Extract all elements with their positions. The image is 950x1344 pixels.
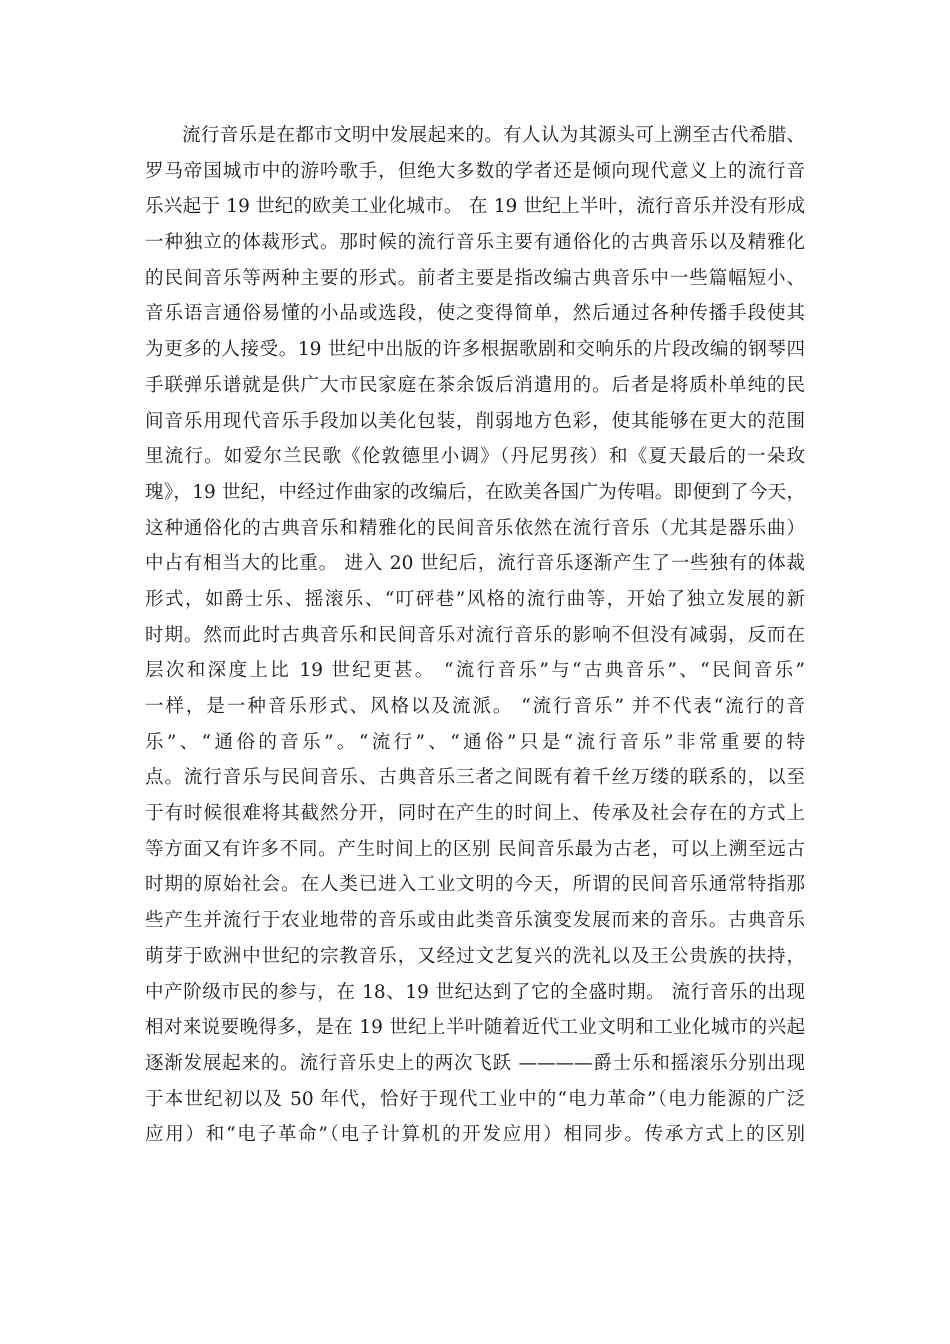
text-line-23: 些产生并流行于农业地带的音乐或由此类音乐演变发展而来的音乐。古典音乐 [145,910,805,932]
text-line-21: 等方面又有许多不同。产生时间上的区别 民间音乐最为古老，可以上溯至远古 [145,838,805,860]
text-line-29: 应用）和“电子革命”（电子计算机的开发应用）相同步。传承方式上的区别 [145,1124,805,1146]
text-line-6: 音乐语言通俗易懂的小品或选段，使之变得简单，然后通过各种传播手段使其 [145,303,805,325]
text-line-11: 瑰》，19 世纪，中经过作曲家的改编后，在欧美各国广为传唱。即便到了今天， [145,481,805,503]
text-line-13: 中占有相当大的比重。 进入 20 世纪后，流行音乐逐渐产生了一些独有的体裁 [145,553,805,575]
text-line-12: 这种通俗化的古典音乐和精雅化的民间音乐依然在流行音乐（尤其是器乐曲） [145,517,805,539]
text-line-5: 的民间音乐等两种主要的形式。前者主要是指改编古典音乐中一些篇幅短小、 [145,267,805,289]
text-line-15: 时期。然而此时古典音乐和民间音乐对流行音乐的影响不但没有减弱，反而在 [145,624,805,646]
text-line-17: 一样，是一种音乐形式、风格以及流派。 “流行音乐” 并不代表“流行的音 [145,696,805,717]
text-line-24: 萌芽于欧洲中世纪的宗教音乐，又经过文艺复兴的洗礼以及王公贵族的扶持， [145,945,805,967]
text-line-8: 手联弹乐谱就是供广大市民家庭在茶余饭后消遣用的。后者是将质朴单纯的民 [145,374,805,396]
text-line-19: 点。流行音乐与民间音乐、古典音乐三者之间既有着千丝万缕的联系的，以至 [145,767,805,789]
text-line-27: 逐渐发展起来的。流行音乐史上的两次飞跃 ————爵士乐和摇滚乐分别出现 [145,1052,805,1074]
text-line-25: 中产阶级市民的参与，在 18、19 世纪达到了它的全盛时期。 流行音乐的出现 [145,981,805,1003]
text-line-3: 乐兴起于 19 世纪的欧美工业化城市。 在 19 世纪上半叶，流行音乐并没有形成 [145,196,805,218]
text-line-14: 形式，如爵士乐、摇滚乐、“叮砰巷”风格的流行曲等，开始了独立发展的新 [145,588,805,610]
text-line-2: 罗马帝国城市中的游吟歌手，但绝大多数的学者还是倾向现代意义上的流行音 [145,160,805,182]
text-line-10: 里流行。如爱尔兰民歌《伦敦德里小调》（丹尼男孩）和《夏天最后的一朵玫 [145,446,805,468]
text-line-1: 流行音乐是在都市文明中发展起来的。有人认为其源头可上溯至古代希腊、 [182,125,805,146]
body-paragraph [145,118,805,1153]
text-line-16: 层次和深度上比 19 世纪更甚。 “流行音乐”与“古典音乐”、“民间音乐” [145,660,805,682]
text-line-18: 乐”、“通俗的音乐”。“流行”、“通俗”只是“流行音乐”非常重要的特 [145,731,805,753]
text-line-7: 为更多的人接受。19 世纪中出版的许多根据歌剧和交响乐的片段改编的钢琴四 [145,339,805,361]
text-line-22: 时期的原始社会。在人类已进入工业文明的今天，所谓的民间音乐通常特指那 [145,874,805,896]
text-line-4: 一种独立的体裁形式。那时候的流行音乐主要有通俗化的古典音乐以及精雅化 [145,232,805,254]
text-line-28: 于本世纪初以及 50 年代，恰好于现代工业中的“电力革命”（电力能源的广泛 [145,1088,805,1110]
text-line-20: 于有时候很难将其截然分开，同时在产生的时间上、传承及社会存在的方式上 [145,803,805,825]
text-line-26: 相对来说要晚得多，是在 19 世纪上半叶随着近代工业文明和工业化城市的兴起 [145,1017,805,1039]
text-line-9: 间音乐用现代音乐手段加以美化包装，削弱地方色彩，使其能够在更大的范围 [145,410,805,432]
